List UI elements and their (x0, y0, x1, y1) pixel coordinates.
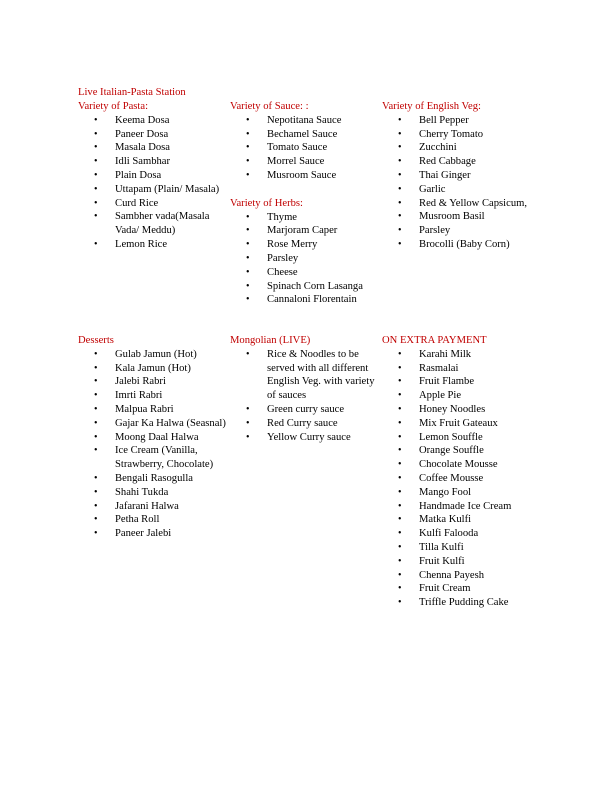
list-item-text: Curd Rice (115, 197, 159, 209)
bullet-icon: • (398, 472, 402, 484)
list-item-text: Moong Daal Halwa (115, 431, 199, 443)
bullet-icon: • (398, 445, 402, 457)
bullet-icon: • (94, 528, 98, 540)
bullet-icon: • (94, 445, 98, 457)
list-item-text: Red Curry sauce (267, 417, 338, 429)
bullet-icon: • (398, 197, 402, 209)
list-item (230, 252, 380, 266)
bullet-icon: • (94, 156, 98, 168)
list-item-text: Zucchini (419, 142, 457, 154)
list-item (382, 444, 542, 458)
list-item-text: Bengali Rasogulla (115, 472, 193, 484)
bullet-icon: • (246, 403, 250, 415)
bullet-icon: • (398, 390, 402, 402)
list-item-text: Fruit Kulfi (419, 555, 465, 567)
list-item (230, 155, 380, 169)
list-item-text: Imrti Rabri (115, 390, 163, 402)
bullet-icon: • (94, 376, 98, 388)
list-item-text: Fruit Flambe (419, 376, 475, 388)
bullet-icon: • (246, 280, 250, 292)
pasta-list (78, 114, 228, 252)
bullet-icon: • (398, 169, 402, 181)
list-item (382, 141, 532, 155)
pasta-heading: Variety of Pasta: (78, 101, 149, 112)
list-item-text: Mango Fool (419, 486, 472, 498)
bullet-icon: • (246, 142, 250, 154)
list-item-text: Cheese (267, 266, 298, 278)
bullet-icon: • (398, 541, 402, 553)
list-item-text: Honey Noodles (419, 403, 486, 415)
bullet-icon: • (398, 362, 402, 374)
list-item (78, 210, 228, 238)
list-item (382, 348, 542, 362)
list-item-text: Handmade Ice Cream (419, 500, 512, 512)
bullet-icon: • (94, 500, 98, 512)
list-item (382, 527, 542, 541)
list-item-text: Gajar Ka Halwa (Seasnal) (115, 417, 226, 429)
list-item-text: Jafarani Halwa (115, 500, 179, 512)
bullet-icon: • (398, 225, 402, 237)
list-item-text: Orange Souffle (419, 445, 484, 457)
bullet-icon: • (398, 500, 402, 512)
list-item-text: Triffle Pudding Cake (419, 597, 509, 609)
list-item-text: Green curry sauce (267, 403, 345, 415)
bullet-icon: • (398, 376, 402, 388)
list-item (230, 403, 380, 417)
sauce-section (230, 100, 380, 307)
list-item (78, 527, 228, 541)
list-item (382, 224, 532, 238)
list-item-text: Lemon Souffle (419, 431, 483, 443)
list-item (230, 266, 380, 280)
mongolian-heading: Mongolian (LIVE) (230, 335, 311, 346)
list-item-text: Thai Ginger (419, 169, 471, 181)
bullet-icon: • (246, 211, 250, 223)
list-item-text: Matka Kulfi (419, 514, 472, 526)
list-item (382, 362, 542, 376)
list-item (382, 500, 542, 514)
list-item-text: Cherry Tomato (419, 128, 484, 140)
list-item-text: Bell Pepper (419, 114, 469, 126)
list-item (382, 128, 532, 142)
list-item (382, 555, 542, 569)
list-item (78, 348, 228, 362)
list-item-text: Ice Cream (Vanilla, Strawberry, Chocolate) (115, 445, 214, 471)
desserts-heading: Desserts (78, 335, 114, 346)
list-item-text: Kulfi Falooda (419, 528, 479, 540)
list-item-text: Tomato Sauce (267, 142, 328, 154)
pasta-section (78, 100, 228, 252)
mongolian-list (230, 348, 380, 445)
list-item (382, 183, 532, 197)
bullet-icon: • (94, 183, 98, 195)
bullet-icon: • (398, 211, 402, 223)
bullet-icon: • (246, 266, 250, 278)
list-item (78, 417, 228, 431)
list-item-text: Idli Sambhar (115, 156, 171, 168)
bullet-icon: • (94, 417, 98, 429)
list-item-text: Morrel Sauce (267, 156, 325, 168)
list-item-text: Paneer Dosa (115, 128, 169, 140)
bullet-icon: • (398, 403, 402, 415)
bullet-icon: • (94, 431, 98, 443)
list-item (230, 238, 380, 252)
list-item (230, 128, 380, 142)
list-item-text: Brocolli (Baby Corn) (419, 238, 510, 250)
list-item (78, 389, 228, 403)
list-item-text: Garlic (419, 183, 446, 195)
list-item (382, 541, 542, 555)
bullet-icon: • (398, 114, 402, 126)
list-item-text: Musroom Basil (419, 211, 485, 223)
extra-payment-heading: ON EXTRA PAYMENT (382, 335, 487, 346)
list-item (230, 417, 380, 431)
bullet-icon: • (94, 142, 98, 154)
bullet-icon: • (246, 348, 250, 360)
bullet-icon: • (398, 431, 402, 443)
bullet-icon: • (398, 417, 402, 429)
list-item (230, 280, 380, 294)
list-item-text: Spinach Corn Lasanga (267, 280, 363, 292)
list-item (382, 197, 532, 211)
list-item-text: Gulab Jamun (Hot) (115, 348, 197, 360)
list-item-text: Keema Dosa (115, 114, 170, 126)
list-item-text: Lemon Rice (115, 238, 168, 250)
bullet-icon: • (246, 169, 250, 181)
list-item (78, 375, 228, 389)
bullet-icon: • (246, 225, 250, 237)
list-item-text: Yellow Curry sauce (267, 431, 351, 443)
list-item (78, 141, 228, 155)
list-item (78, 155, 228, 169)
bullet-icon: • (94, 128, 98, 140)
list-item (382, 472, 542, 486)
bullet-icon: • (398, 142, 402, 154)
list-item-text: Thyme (267, 211, 298, 223)
list-item-text: Karahi Milk (419, 348, 472, 360)
bullet-icon: • (94, 197, 98, 209)
list-item-text: Coffee Mousse (419, 472, 484, 484)
bullet-icon: • (398, 555, 402, 567)
list-item-text: Fruit Cream (419, 583, 471, 595)
list-item-text: Plain Dosa (115, 169, 162, 181)
list-item (78, 169, 228, 183)
extra-payment-section (382, 334, 542, 610)
list-item (230, 348, 380, 403)
list-item-text: Parsley (419, 225, 451, 237)
desserts-list (78, 348, 228, 541)
list-item (78, 183, 228, 197)
list-item (382, 417, 542, 431)
bullet-icon: • (94, 348, 98, 360)
bullet-icon: • (94, 486, 98, 498)
bullet-icon: • (398, 183, 402, 195)
bullet-icon: • (246, 239, 250, 251)
bullet-icon: • (398, 514, 402, 526)
list-item (382, 486, 542, 500)
english-veg-list (382, 114, 532, 252)
english-veg-heading: Variety of English Veg: (382, 101, 481, 112)
bullet-icon: • (398, 486, 402, 498)
list-item (78, 114, 228, 128)
list-item-text: Masala Dosa (115, 142, 171, 154)
list-item-text: Sambher vada(Masala Vada/ Meddu) (115, 211, 210, 237)
bullet-icon: • (398, 238, 402, 250)
list-item (230, 431, 380, 445)
list-item (230, 224, 380, 238)
list-item (382, 569, 542, 583)
list-item (78, 513, 228, 527)
bullet-icon: • (398, 528, 402, 540)
list-item-text: Paneer Jalebi (115, 528, 172, 540)
list-item-text: Petha Roll (115, 514, 160, 526)
list-item-text: Jalebi Rabri (115, 376, 166, 388)
list-item-text: Tilla Kulfi (419, 541, 464, 553)
list-item (382, 596, 542, 610)
bullet-icon: • (398, 597, 402, 609)
mongolian-section (230, 334, 380, 444)
list-item-text: Nepotitana Sauce (267, 114, 342, 126)
bullet-icon: • (246, 294, 250, 306)
bullet-icon: • (94, 238, 98, 250)
list-item-text: Uttapam (Plain/ Masala) (115, 183, 220, 195)
bullet-icon: • (246, 114, 250, 126)
list-item (382, 513, 542, 527)
page-title: Live Italian-Pasta Station (78, 87, 186, 98)
bullet-icon: • (398, 128, 402, 140)
bullet-icon: • (246, 252, 250, 264)
sauce-heading: Variety of Sauce: : (230, 101, 309, 112)
list-item (78, 403, 228, 417)
bullet-icon: • (94, 169, 98, 181)
bullet-icon: • (94, 114, 98, 126)
desserts-section (78, 334, 228, 541)
list-item (230, 293, 380, 307)
bullet-icon: • (398, 459, 402, 471)
herbs-heading: Variety of Herbs: (230, 197, 303, 209)
english-veg-section (382, 100, 532, 252)
list-item-text: Rose Merry (267, 239, 318, 251)
sauce-list (230, 114, 380, 183)
bullet-icon: • (94, 362, 98, 374)
list-item (78, 431, 228, 445)
bullet-icon: • (94, 514, 98, 526)
bullet-icon: • (246, 431, 250, 443)
list-item-text: Red Cabbage (419, 156, 476, 168)
list-item (78, 500, 228, 514)
list-item-text: Rasmalai (419, 362, 459, 374)
list-item (382, 403, 542, 417)
list-item (230, 141, 380, 155)
list-item-text: Chenna Payesh (419, 569, 485, 581)
list-item (382, 582, 542, 596)
bullet-icon: • (398, 583, 402, 595)
bullet-icon: • (398, 156, 402, 168)
list-item (78, 362, 228, 376)
bullet-icon: • (246, 156, 250, 168)
list-item (382, 458, 542, 472)
list-item-text: Cannaloni Florentain (267, 294, 357, 306)
list-item-text: Malpua Rabri (115, 403, 174, 415)
extra-payment-list (382, 348, 542, 610)
list-item-text: Marjoram Caper (267, 225, 338, 237)
list-item (382, 431, 542, 445)
list-item (230, 211, 380, 225)
list-item (78, 128, 228, 142)
bullet-icon: • (398, 569, 402, 581)
list-item (382, 375, 542, 389)
list-item-text: Bechamel Sauce (267, 128, 338, 140)
list-item (78, 486, 228, 500)
list-item (382, 389, 542, 403)
list-item-text: Mix Fruit Gateaux (419, 417, 498, 429)
bullet-icon: • (94, 390, 98, 402)
bullet-icon: • (94, 403, 98, 415)
list-item (382, 155, 532, 169)
bullet-icon: • (398, 348, 402, 360)
list-item-text: Rice & Noodles to be served with all different English Veg. with variety of sauces (267, 348, 375, 402)
herbs-list (230, 211, 380, 308)
list-item (78, 444, 228, 472)
list-item (230, 169, 380, 183)
list-item-text: Shahi Tukda (115, 486, 169, 498)
list-item (382, 114, 532, 128)
list-item-text: Chocolate Mousse (419, 459, 498, 471)
list-item (78, 238, 228, 252)
list-item-text: Apple Pie (419, 390, 462, 402)
list-item (78, 472, 228, 486)
list-item-text: Red & Yellow Capsicum, (419, 197, 528, 209)
bullet-icon: • (94, 211, 98, 223)
bullet-icon: • (246, 417, 250, 429)
list-item-text: Kala Jamun (Hot) (115, 362, 191, 374)
bullet-icon: • (94, 472, 98, 484)
list-item-text: Parsley (267, 252, 299, 264)
list-item (78, 197, 228, 211)
list-item (382, 210, 532, 224)
bullet-icon: • (246, 128, 250, 140)
list-item (230, 114, 380, 128)
list-item (382, 169, 532, 183)
list-item-text: Musroom Sauce (267, 169, 337, 181)
list-item (382, 238, 532, 252)
